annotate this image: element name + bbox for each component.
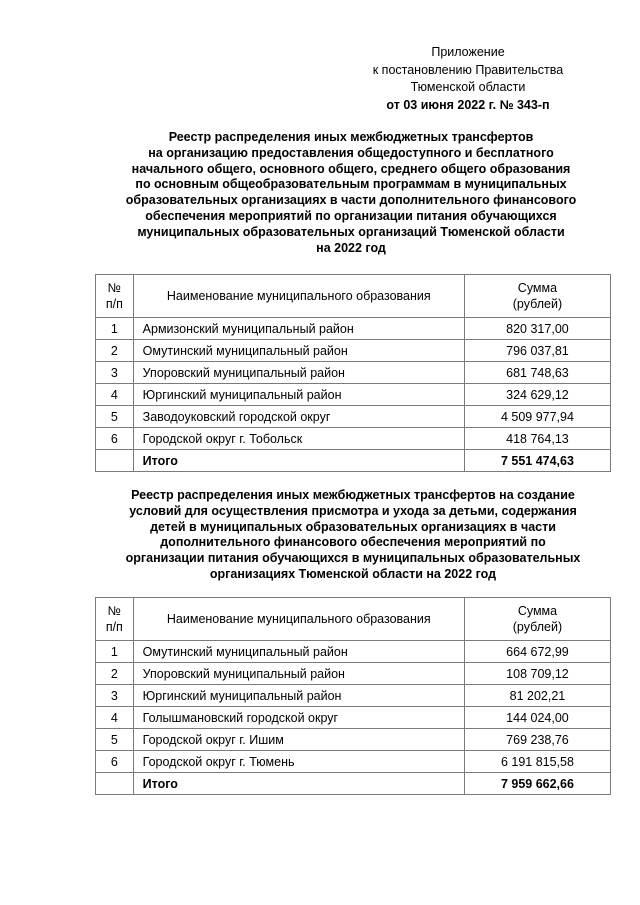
row-sum: 664 672,99 (464, 641, 610, 663)
title-line: Реестр распределения иных межбюджетных трансфертов на создание (131, 488, 575, 502)
row-municipality: Заводоуковский городской округ (133, 406, 464, 428)
table-row (96, 428, 611, 450)
row-municipality: Голышмановский городской округ (133, 707, 464, 729)
row-number: 3 (96, 362, 134, 384)
title-line: обеспечения мероприятий по организации питания обучающихся (145, 208, 557, 223)
registry-1-table (95, 274, 611, 472)
column-header-name: Наименование муниципального образования (133, 598, 464, 641)
column-header-sum-line: Сумма (517, 281, 558, 295)
column-header-number-line: п/п (105, 297, 123, 311)
title-line: по основным общеобразовательным программам в муниципальных (135, 177, 567, 192)
row-municipality: Армизонский муниципальный район (133, 318, 464, 340)
title-line: детей в муниципальных образовательных организациях в части (150, 519, 556, 534)
header-line-appendix: Приложение (431, 45, 505, 59)
row-sum: 418 764,13 (464, 428, 610, 450)
row-number: 5 (96, 729, 134, 751)
row-number: 1 (96, 641, 134, 663)
row-sum: 81 202,21 (464, 685, 610, 707)
table-row (96, 362, 611, 384)
row-number: 2 (96, 340, 134, 362)
total-label: Итого (133, 450, 464, 472)
header-line-date-number: от 03 июня 2022 г. № 343-п (386, 97, 550, 112)
row-municipality: Городской округ г. Ишим (133, 729, 464, 751)
row-municipality: Городской округ г. Тобольск (133, 428, 464, 450)
column-header-sum-line: (рублей) (512, 297, 563, 311)
total-number-cell (96, 450, 134, 472)
row-number: 6 (96, 428, 134, 450)
row-sum: 4 509 977,94 (464, 406, 610, 428)
row-number: 6 (96, 751, 134, 773)
row-number: 2 (96, 663, 134, 685)
row-municipality: Юргинский муниципальный район (133, 384, 464, 406)
title-line: организации питания обучающихся в муниципальных образовательных (125, 551, 581, 566)
column-header-sum-line: Сумма (517, 604, 558, 618)
title-line: условий для осуществления присмотра и ухода за детьми, содержания (129, 503, 577, 518)
column-header-number (96, 275, 134, 318)
title-line: на организацию предоставления общедоступного и бесплатного (148, 145, 554, 160)
title-line: дополнительного финансового обеспечения мероприятий по (160, 535, 546, 550)
total-row (96, 450, 611, 472)
row-municipality: Омутинский муниципальный район (133, 340, 464, 362)
title-line: Реестр распределения иных межбюджетных трансфертов (168, 130, 534, 144)
column-header-number-line: п/п (105, 620, 123, 634)
total-label: Итого (133, 773, 464, 795)
header-line-region: Тюменской области (410, 80, 526, 94)
row-municipality: Юргинский муниципальный район (133, 685, 464, 707)
row-number: 4 (96, 384, 134, 406)
column-header-sum-line: (рублей) (512, 620, 563, 634)
column-header-number-line: № (107, 604, 122, 618)
table-row (96, 384, 611, 406)
row-sum: 681 748,63 (464, 362, 610, 384)
total-sum: 7 959 662,66 (464, 773, 610, 795)
registry-2-table (95, 597, 611, 795)
title-line: начального общего, основного общего, среднего общего образования (131, 161, 571, 176)
total-sum: 7 551 474,63 (464, 450, 610, 472)
row-sum: 820 317,00 (464, 318, 610, 340)
appendix-header (338, 44, 598, 114)
row-sum: 108 709,12 (464, 663, 610, 685)
table-row (96, 751, 611, 773)
row-number: 5 (96, 406, 134, 428)
table-row (96, 685, 611, 707)
header-line-resolution: к постановлению Правительства (372, 62, 564, 77)
total-row (96, 773, 611, 795)
column-header-sum (464, 598, 610, 641)
row-number: 4 (96, 707, 134, 729)
row-sum: 6 191 815,58 (464, 751, 610, 773)
title-line: муниципальных образовательных организаций Тюменской области (137, 224, 565, 239)
column-header-sum (464, 275, 610, 318)
table-row (96, 641, 611, 663)
title-line: организациях Тюменской области на 2022 год (209, 566, 497, 581)
table-row (96, 340, 611, 362)
row-number: 3 (96, 685, 134, 707)
column-header-number (96, 598, 134, 641)
row-sum: 144 024,00 (464, 707, 610, 729)
row-sum: 796 037,81 (464, 340, 610, 362)
table-row (96, 663, 611, 685)
table-header-row (96, 598, 611, 641)
column-header-number-line: № (107, 281, 122, 295)
table-row (96, 729, 611, 751)
total-number-cell (96, 773, 134, 795)
row-municipality: Упоровский муниципальный район (133, 362, 464, 384)
registry-2-title (96, 488, 610, 583)
table-row (96, 707, 611, 729)
row-sum: 324 629,12 (464, 384, 610, 406)
title-line: образовательных организациях в части дополнительного финансового (125, 193, 577, 208)
column-header-name: Наименование муниципального образования (133, 275, 464, 318)
row-sum: 769 238,76 (464, 729, 610, 751)
table-row (96, 406, 611, 428)
row-number: 1 (96, 318, 134, 340)
registry-1-title (108, 130, 594, 256)
row-municipality: Упоровский муниципальный район (133, 663, 464, 685)
row-municipality: Городской округ г. Тюмень (133, 751, 464, 773)
row-municipality: Омутинский муниципальный район (133, 641, 464, 663)
title-line: на 2022 год (316, 240, 386, 255)
table-header-row (96, 275, 611, 318)
table-row (96, 318, 611, 340)
